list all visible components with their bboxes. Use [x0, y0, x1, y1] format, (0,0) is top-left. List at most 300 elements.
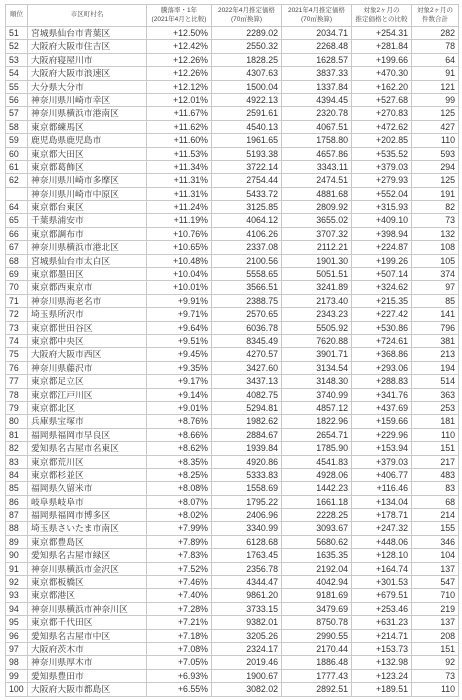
city-name-cell: 大阪府大阪市都島区: [28, 683, 147, 696]
price-diff-cell: +341.76: [352, 389, 412, 402]
change-rate-cell: +10.65%: [147, 241, 212, 254]
price-2022-cell: 2324.17: [212, 643, 282, 656]
price-diff-cell: +247.32: [352, 522, 412, 535]
listing-count-cell: 151: [412, 442, 459, 455]
city-name-cell: 東京都墨田区: [28, 268, 147, 281]
city-name-cell: 神奈川県横浜市港北区: [28, 241, 147, 254]
price-2021-cell: 1635.35: [282, 549, 352, 562]
price-2022-cell: 4082.75: [212, 389, 282, 402]
price-2021-cell: 3093.67: [282, 522, 352, 535]
listing-count-cell: 381: [412, 335, 459, 348]
rank-cell: 93: [6, 589, 28, 602]
change-rate-cell: +7.28%: [147, 603, 212, 616]
change-rate-cell: +8.07%: [147, 496, 212, 509]
city-name-cell: 福岡県福岡市早良区: [28, 429, 147, 442]
price-2022-cell: 8345.49: [212, 335, 282, 348]
table-row: [6, 348, 459, 361]
price-diff-cell: +227.42: [352, 308, 412, 321]
price-diff-cell: +189.51: [352, 683, 412, 696]
rank-cell: 91: [6, 563, 28, 576]
rank-cell: 53: [6, 54, 28, 67]
price-2022-cell: 1982.62: [212, 415, 282, 428]
change-rate-cell: +8.62%: [147, 442, 212, 455]
listing-count-cell: 253: [412, 402, 459, 415]
price-2022-cell: 2591.61: [212, 107, 282, 120]
city-name-cell: 愛知県名古屋市中区: [28, 630, 147, 643]
city-name-cell: 東京都北区: [28, 402, 147, 415]
price-2021-cell: 1442.23: [282, 482, 352, 495]
city-name-cell: 東京都千代田区: [28, 616, 147, 629]
price-2021-cell: 3740.99: [282, 389, 352, 402]
listing-count-cell: 104: [412, 549, 459, 562]
rank-cell: 65: [6, 214, 28, 227]
listing-count-cell: 85: [412, 295, 459, 308]
price-2022-cell: 4307.63: [212, 67, 282, 80]
table-row: [6, 389, 459, 402]
price-2022-cell: 3566.51: [212, 281, 282, 294]
price-2022-cell: 3340.99: [212, 522, 282, 535]
price-diff-cell: +281.84: [352, 40, 412, 53]
listing-count-cell: 294: [412, 161, 459, 174]
price-2022-cell: 3205.26: [212, 630, 282, 643]
change-rate-cell: +11.67%: [147, 107, 212, 120]
table-row: [6, 522, 459, 535]
price-2021-cell: 2892.51: [282, 683, 352, 696]
rank-cell: 89: [6, 536, 28, 549]
rank-cell: 64: [6, 201, 28, 214]
city-name-cell: 神奈川県厚木市: [28, 656, 147, 669]
change-rate-cell: +10.04%: [147, 268, 212, 281]
rank-cell: 61: [6, 161, 28, 174]
rank-cell: 92: [6, 576, 28, 589]
price-2021-cell: 4067.51: [282, 121, 352, 134]
city-name-cell: 兵庫県宝塚市: [28, 415, 147, 428]
city-name-cell: 福岡県福岡市博多区: [28, 509, 147, 522]
price-2022-cell: 9382.01: [212, 616, 282, 629]
change-rate-cell: +7.05%: [147, 656, 212, 669]
change-rate-cell: +9.14%: [147, 389, 212, 402]
rank-cell: 85: [6, 482, 28, 495]
price-2022-cell: 6128.68: [212, 536, 282, 549]
price-diff-cell: +162.20: [352, 81, 412, 94]
header-listing-count-line1: 対象2ヶ月の: [416, 7, 454, 14]
price-diff-cell: +448.06: [352, 536, 412, 549]
table-row: [6, 563, 459, 576]
price-diff-cell: +724.61: [352, 335, 412, 348]
price-2022-cell: 3722.14: [212, 161, 282, 174]
table-row: [6, 268, 459, 281]
ranking-table: [5, 4, 459, 697]
city-name-cell: 大阪府大阪市浪速区: [28, 67, 147, 80]
listing-count-cell: 78: [412, 40, 459, 53]
price-2022-cell: 4064.12: [212, 214, 282, 227]
change-rate-cell: +11.31%: [147, 174, 212, 187]
price-2021-cell: 5505.92: [282, 322, 352, 335]
header-listing-count-line2: 件数合計: [422, 15, 448, 23]
table-row: [6, 442, 459, 455]
listing-count-cell: 137: [412, 616, 459, 629]
price-diff-cell: +288.83: [352, 375, 412, 388]
price-2021-cell: 4042.94: [282, 576, 352, 589]
price-2021-cell: 2320.78: [282, 107, 352, 120]
price-diff-cell: +153.94: [352, 442, 412, 455]
price-2021-cell: 5680.62: [282, 536, 352, 549]
table-row: [6, 656, 459, 669]
change-rate-cell: +9.35%: [147, 362, 212, 375]
price-2021-cell: 2809.92: [282, 201, 352, 214]
price-2021-cell: 3241.89: [282, 281, 352, 294]
table-row: [6, 81, 459, 94]
price-2022-cell: 4922.13: [212, 94, 282, 107]
listing-count-cell: 132: [412, 228, 459, 241]
price-diff-cell: +202.85: [352, 134, 412, 147]
price-2022-cell: 1961.65: [212, 134, 282, 147]
price-2022-cell: 2356.78: [212, 563, 282, 576]
price-2021-cell: 1777.43: [282, 670, 352, 683]
table-row: [6, 308, 459, 321]
price-2021-cell: 3837.33: [282, 67, 352, 80]
listing-count-cell: 363: [412, 389, 459, 402]
price-2022-cell: 4106.26: [212, 228, 282, 241]
change-rate-cell: +11.24%: [147, 201, 212, 214]
price-2021-cell: 2034.71: [282, 27, 352, 40]
price-2021-cell: 1822.96: [282, 415, 352, 428]
rank-cell: 56: [6, 94, 28, 107]
change-rate-cell: +10.48%: [147, 255, 212, 268]
price-2021-cell: 3901.71: [282, 348, 352, 361]
table-row: [6, 429, 459, 442]
rank-cell: 78: [6, 389, 28, 402]
listing-count-cell: 593: [412, 148, 459, 161]
table-row: [6, 589, 459, 602]
rank-cell: 52: [6, 40, 28, 53]
table-row: [6, 603, 459, 616]
city-name-cell: 愛知県名古屋市名東区: [28, 442, 147, 455]
listing-count-cell: 796: [412, 322, 459, 335]
price-diff-cell: +470.30: [352, 67, 412, 80]
table-row: [6, 643, 459, 656]
price-2022-cell: 4344.47: [212, 576, 282, 589]
listing-count-cell: 82: [412, 201, 459, 214]
price-diff-cell: +254.31: [352, 27, 412, 40]
city-name-cell: 大阪府茨木市: [28, 643, 147, 656]
price-diff-cell: +324.62: [352, 281, 412, 294]
price-diff-cell: +379.03: [352, 161, 412, 174]
change-rate-cell: +7.83%: [147, 549, 212, 562]
table-row: [6, 362, 459, 375]
table-row: [6, 107, 459, 120]
rank-cell: 51: [6, 27, 28, 40]
table-row: [6, 482, 459, 495]
rank-cell: 55: [6, 81, 28, 94]
price-diff-cell: +631.23: [352, 616, 412, 629]
price-2021-cell: 8750.78: [282, 616, 352, 629]
price-2022-cell: 3437.13: [212, 375, 282, 388]
table-row: [6, 40, 459, 53]
price-2021-cell: 4394.45: [282, 94, 352, 107]
rank-cell: 98: [6, 656, 28, 669]
price-diff-cell: +253.46: [352, 603, 412, 616]
price-2021-cell: 3479.69: [282, 603, 352, 616]
change-rate-cell: +12.50%: [147, 27, 212, 40]
listing-count-cell: 547: [412, 576, 459, 589]
price-2021-cell: 3148.30: [282, 375, 352, 388]
rank-cell: 57: [6, 107, 28, 120]
listing-count-cell: 73: [412, 670, 459, 683]
listing-count-cell: 68: [412, 496, 459, 509]
table-row: [6, 148, 459, 161]
table-row: [6, 456, 459, 469]
header-price-2021: [282, 5, 352, 27]
header-price-2022-line1: 2022年4月推定価格: [217, 7, 276, 14]
listing-count-cell: 214: [412, 509, 459, 522]
rank-cell: 62: [6, 174, 28, 187]
listing-count-cell: 181: [412, 415, 459, 428]
price-2021-cell: 2268.48: [282, 40, 352, 53]
rank-cell: 70: [6, 281, 28, 294]
table-row: [6, 54, 459, 67]
table-row: [6, 670, 459, 683]
change-rate-cell: +6.55%: [147, 683, 212, 696]
city-name-cell: 埼玉県所沢市: [28, 308, 147, 321]
price-2021-cell: 4881.68: [282, 188, 352, 201]
change-rate-cell: +9.91%: [147, 295, 212, 308]
price-2022-cell: 1900.67: [212, 670, 282, 683]
rank-cell: 99: [6, 670, 28, 683]
listing-count-cell: 99: [412, 94, 459, 107]
rank-cell: 97: [6, 643, 28, 656]
listing-count-cell: 213: [412, 348, 459, 361]
rank-cell: 87: [6, 509, 28, 522]
rank-cell: 67: [6, 241, 28, 254]
header-listing-count: [412, 5, 459, 27]
price-2022-cell: 2337.08: [212, 241, 282, 254]
city-name-cell: 東京都江戸川区: [28, 389, 147, 402]
price-2021-cell: 2228.25: [282, 509, 352, 522]
change-rate-cell: +8.66%: [147, 429, 212, 442]
rank-cell: 88: [6, 522, 28, 535]
rank-cell: 82: [6, 442, 28, 455]
city-name-cell: 神奈川県川崎市多摩区: [28, 174, 147, 187]
price-2021-cell: 2343.23: [282, 308, 352, 321]
change-rate-cell: +9.17%: [147, 375, 212, 388]
listing-count-cell: 108: [412, 241, 459, 254]
rank-cell: 100: [6, 683, 28, 696]
city-name-cell: 大分県大分市: [28, 81, 147, 94]
price-2022-cell: 6036.78: [212, 322, 282, 335]
header-change-rate-line1: 騰落率・1年: [160, 7, 198, 14]
rank-cell: 73: [6, 322, 28, 335]
city-name-cell: 東京都杉並区: [28, 469, 147, 482]
price-diff-cell: +153.73: [352, 643, 412, 656]
change-rate-cell: +7.89%: [147, 536, 212, 549]
table-row: [6, 683, 459, 696]
price-2022-cell: 1500.04: [212, 81, 282, 94]
price-diff-cell: +368.86: [352, 348, 412, 361]
rank-cell: 81: [6, 429, 28, 442]
city-name-cell: 東京都調布市: [28, 228, 147, 241]
city-name-cell: 愛知県豊田市: [28, 670, 147, 683]
change-rate-cell: +9.71%: [147, 308, 212, 321]
city-name-cell: 岐阜県岐阜市: [28, 496, 147, 509]
table-row: [6, 174, 459, 187]
price-diff-cell: +214.71: [352, 630, 412, 643]
city-name-cell: 宮城県仙台市太白区: [28, 255, 147, 268]
city-name-cell: 埼玉県さいたま市南区: [28, 522, 147, 535]
city-name-cell: 神奈川県横浜市金沢区: [28, 563, 147, 576]
price-2022-cell: 2388.75: [212, 295, 282, 308]
price-diff-cell: +507.14: [352, 268, 412, 281]
price-diff-cell: +199.66: [352, 54, 412, 67]
price-2022-cell: 1828.25: [212, 54, 282, 67]
change-rate-cell: +12.01%: [147, 94, 212, 107]
price-2021-cell: 9181.69: [282, 589, 352, 602]
city-name-cell: 東京都中央区: [28, 335, 147, 348]
listing-count-cell: 151: [412, 643, 459, 656]
city-name-cell: 東京都港区: [28, 589, 147, 602]
city-name-cell: 神奈川県川崎市中原区: [28, 188, 147, 201]
city-name-cell: 東京都大田区: [28, 148, 147, 161]
price-2021-cell: 2192.04: [282, 563, 352, 576]
table-row: [6, 134, 459, 147]
rank-cell: 68: [6, 255, 28, 268]
listing-count-cell: 73: [412, 214, 459, 227]
rank-cell: 95: [6, 616, 28, 629]
price-diff-cell: +178.71: [352, 509, 412, 522]
price-2021-cell: 1785.90: [282, 442, 352, 455]
price-2021-cell: 1758.80: [282, 134, 352, 147]
change-rate-cell: +12.12%: [147, 81, 212, 94]
price-diff-cell: +398.94: [352, 228, 412, 241]
rank-cell: 69: [6, 268, 28, 281]
price-diff-cell: +679.51: [352, 589, 412, 602]
change-rate-cell: +8.08%: [147, 482, 212, 495]
price-2022-cell: 5294.81: [212, 402, 282, 415]
table-row: [6, 27, 459, 40]
rank-cell: 96: [6, 630, 28, 643]
header-price-diff-line1: 対象2ヶ月の: [363, 7, 400, 14]
city-name-cell: 神奈川県海老名市: [28, 295, 147, 308]
table-row: [6, 94, 459, 107]
city-name-cell: 大阪府大阪市住吉区: [28, 40, 147, 53]
price-2021-cell: 2170.44: [282, 643, 352, 656]
price-2021-cell: 3707.32: [282, 228, 352, 241]
price-diff-cell: +437.69: [352, 402, 412, 415]
price-2022-cell: 2019.46: [212, 656, 282, 669]
table-row: [6, 322, 459, 335]
header-city-label: 市区町村名: [70, 11, 104, 19]
price-2022-cell: 4270.57: [212, 348, 282, 361]
price-diff-cell: +164.74: [352, 563, 412, 576]
city-name-cell: 東京都豊島区: [28, 536, 147, 549]
price-2021-cell: 1661.18: [282, 496, 352, 509]
price-diff-cell: +123.24: [352, 670, 412, 683]
table-row: [6, 201, 459, 214]
change-rate-cell: +11.34%: [147, 161, 212, 174]
price-2022-cell: 9861.20: [212, 589, 282, 602]
change-rate-cell: +6.93%: [147, 670, 212, 683]
rank-cell: 76: [6, 362, 28, 375]
city-name-cell: 大阪府大阪市西区: [28, 348, 147, 361]
price-diff-cell: +530.86: [352, 322, 412, 335]
city-name-cell: 宮城県仙台市青葉区: [28, 27, 147, 40]
table-row: [6, 375, 459, 388]
change-rate-cell: +10.01%: [147, 281, 212, 294]
change-rate-cell: +12.26%: [147, 67, 212, 80]
price-2022-cell: 4540.13: [212, 121, 282, 134]
listing-count-cell: 110: [412, 429, 459, 442]
change-rate-cell: +9.45%: [147, 348, 212, 361]
change-rate-cell: +12.42%: [147, 40, 212, 53]
price-2022-cell: 2754.44: [212, 174, 282, 187]
price-diff-cell: +134.04: [352, 496, 412, 509]
header-price-2021-line2: (70㎡換算): [300, 15, 333, 23]
price-diff-cell: +379.03: [352, 456, 412, 469]
listing-count-cell: 710: [412, 589, 459, 602]
listing-count-cell: 514: [412, 375, 459, 388]
price-2022-cell: 3082.02: [212, 683, 282, 696]
price-diff-cell: +535.52: [352, 148, 412, 161]
listing-count-cell: 110: [412, 683, 459, 696]
table-row: [6, 335, 459, 348]
change-rate-cell: +8.35%: [147, 456, 212, 469]
city-name-cell: 東京都葛飾区: [28, 161, 147, 174]
table-row: [6, 281, 459, 294]
price-diff-cell: +527.68: [352, 94, 412, 107]
price-diff-cell: +270.83: [352, 107, 412, 120]
city-name-cell: 神奈川県横浜市港南区: [28, 107, 147, 120]
price-diff-cell: +301.53: [352, 576, 412, 589]
header-price-2022: [212, 5, 282, 27]
change-rate-cell: +11.62%: [147, 121, 212, 134]
listing-count-cell: 282: [412, 27, 459, 40]
table-row: [6, 295, 459, 308]
header-rank: [6, 5, 28, 27]
rank-cell: 79: [6, 402, 28, 415]
listing-count-cell: 191: [412, 188, 459, 201]
listing-count-cell: 194: [412, 362, 459, 375]
city-name-cell: 東京都板橋区: [28, 576, 147, 589]
change-rate-cell: +7.99%: [147, 522, 212, 535]
price-2021-cell: 2474.51: [282, 174, 352, 187]
price-diff-cell: +279.93: [352, 174, 412, 187]
table-row: [6, 402, 459, 415]
listing-count-cell: 92: [412, 656, 459, 669]
price-diff-cell: +406.77: [352, 469, 412, 482]
city-name-cell: 神奈川県藤沢市: [28, 362, 147, 375]
table-body: [6, 27, 459, 697]
header-change-rate-line2: (2021年4月と比較): [151, 15, 207, 23]
listing-count-cell: 97: [412, 281, 459, 294]
listing-count-cell: 141: [412, 308, 459, 321]
price-2021-cell: 3655.02: [282, 214, 352, 227]
table-row: [6, 161, 459, 174]
price-2022-cell: 3427.60: [212, 362, 282, 375]
price-diff-cell: +128.10: [352, 549, 412, 562]
price-2021-cell: 5051.51: [282, 268, 352, 281]
header-rank-label: 順位: [10, 11, 23, 19]
header-change-rate: [147, 5, 212, 27]
header-price-diff: [352, 5, 412, 27]
price-2021-cell: 4541.83: [282, 456, 352, 469]
table-row: [6, 188, 459, 201]
price-2022-cell: 3125.85: [212, 201, 282, 214]
rank-cell: 66: [6, 228, 28, 241]
table-row: [6, 255, 459, 268]
rank-cell: 90: [6, 549, 28, 562]
price-diff-cell: +159.66: [352, 415, 412, 428]
table-row: [6, 241, 459, 254]
